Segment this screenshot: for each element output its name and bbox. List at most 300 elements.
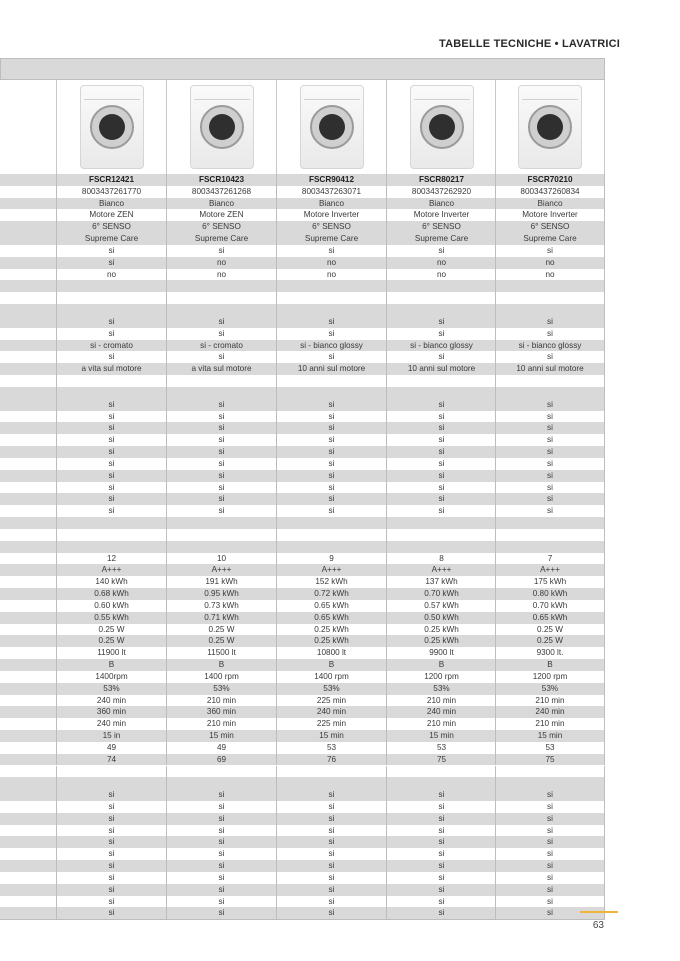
table-cell [386,766,496,778]
table-cell: si [166,848,276,860]
table-cell: si [56,825,166,837]
table-cell: 53% [276,683,386,695]
table-cell: si [56,789,166,801]
table-cell: si [166,872,276,884]
table-cell [56,292,166,304]
table-cell: 0.95 kWh [166,588,276,600]
table-cell: 53% [56,683,166,695]
table-cell: si [386,245,496,257]
table-row [0,363,605,375]
table-cell: 0.25 kWh [386,635,496,647]
row-label-cell [0,434,56,446]
table-cell [56,304,166,316]
table-cell [386,375,496,387]
table-cell: si [495,896,605,908]
row-label-cell [0,198,56,210]
table-cell: si [166,446,276,458]
table-cell: si [166,411,276,423]
table-row [0,493,605,505]
table-cell: 175 kWh [495,576,605,588]
row-label-cell [0,848,56,860]
row-label-cell [0,588,56,600]
row-label-cell [0,257,56,269]
table-cell: 1400rpm [56,671,166,683]
table-cell: si [166,482,276,494]
table-cell: 0.25 kWh [276,624,386,636]
table-cell: 360 min [56,706,166,718]
table-cell: si [56,458,166,470]
table-cell [495,292,605,304]
table-cell: si [495,825,605,837]
table-cell [276,280,386,292]
table-cell: 140 kWh [56,576,166,588]
table-row [0,754,605,766]
table-cell: si [276,813,386,825]
table-cell: no [166,269,276,281]
table-cell: si [495,907,605,919]
table-cell: 10800 lt [276,647,386,659]
table-cell: 12 [56,553,166,565]
table-cell: si [276,896,386,908]
table-cell: Motore Inverter [495,209,605,221]
table-cell: no [276,269,386,281]
table-cell: 210 min [495,718,605,730]
table-cell: si [386,328,496,340]
row-label-cell [0,482,56,494]
table-row [0,907,605,919]
row-label-cell [0,789,56,801]
table-cell: 11500 lt [166,647,276,659]
table-row [0,269,605,281]
table-cell: si [166,351,276,363]
row-label-cell [0,399,56,411]
table-row [0,399,605,411]
row-label-cell [0,505,56,517]
table-cell: si [495,884,605,896]
row-label-cell [0,659,56,671]
table-cell: si [166,813,276,825]
row-label-cell [0,576,56,588]
table-cell [56,766,166,778]
table-cell: si [495,351,605,363]
table-cell: si [276,434,386,446]
table-cell: si [276,789,386,801]
table-cell: si [495,434,605,446]
table-cell: si [56,896,166,908]
table-cell: si [56,848,166,860]
table-cell [276,292,386,304]
row-label-cell [0,470,56,482]
row-label-cell [0,718,56,730]
model-name-cell: FSCR70210 [495,174,605,186]
table-cell [276,529,386,541]
table-cell: si [166,458,276,470]
table-row [0,777,605,789]
table-cell: si - bianco glossy [276,340,386,352]
table-cell [386,292,496,304]
table-cell [166,529,276,541]
table-cell [495,375,605,387]
table-cell: a vita sul motore [56,363,166,375]
table-row [0,624,605,636]
table-cell: si [276,825,386,837]
table-cell [276,375,386,387]
table-cell: 15 min [386,730,496,742]
table-cell: si [386,411,496,423]
table-row [0,470,605,482]
table-cell: 7 [495,553,605,565]
table-cell: si [56,860,166,872]
table-cell: Motore Inverter [386,209,496,221]
table-cell: 0.65 kWh [276,612,386,624]
table-row [0,174,605,186]
row-label-cell [0,872,56,884]
table-cell: si [386,505,496,517]
table-cell [386,541,496,553]
table-cell: 0.65 kWh [276,600,386,612]
row-label-cell [0,860,56,872]
table-cell [166,766,276,778]
table-cell: 10 anni sul motore [386,363,496,375]
table-cell: Motore ZEN [166,209,276,221]
row-label-cell [0,825,56,837]
table-cell: si [56,505,166,517]
table-cell: si [56,493,166,505]
table-cell: 0.73 kWh [166,600,276,612]
table-cell: si [166,896,276,908]
table-cell: Supreme Care [56,233,166,245]
table-cell: si [166,434,276,446]
row-label-cell [0,896,56,908]
table-cell: si [386,801,496,813]
table-row [0,576,605,588]
table-cell: 0.25 W [56,624,166,636]
washing-machine-image [410,85,474,169]
table-cell: si [386,316,496,328]
row-label-cell [0,186,56,198]
table-cell: 1400 rpm [166,671,276,683]
row-label-cell [0,375,56,387]
table-row [0,221,605,233]
table-cell: Supreme Care [166,233,276,245]
table-cell: si [276,801,386,813]
table-cell: B [386,659,496,671]
table-cell [56,541,166,553]
table-cell: Supreme Care [276,233,386,245]
row-label-cell [0,233,56,245]
row-label-cell [0,387,56,399]
table-cell: no [495,269,605,281]
table-cell: si [276,411,386,423]
table-cell: si [386,482,496,494]
table-row [0,789,605,801]
table-cell: a vita sul motore [166,363,276,375]
table-cell: B [166,659,276,671]
table-row [0,695,605,707]
table-cell: si [276,470,386,482]
row-label-cell [0,411,56,423]
row-label-cell [0,493,56,505]
table-cell: 69 [166,754,276,766]
table-cell: 8003437261268 [166,186,276,198]
row-label-cell [0,624,56,636]
table-cell: si [386,825,496,837]
table-row [0,766,605,778]
table-cell: si [56,316,166,328]
table-cell: si [495,801,605,813]
table-cell: 6° SENSO [166,221,276,233]
model-name-cell: FSCR90412 [276,174,386,186]
table-row [0,683,605,695]
table-cell: si [276,316,386,328]
table-cell: Bianco [56,198,166,210]
table-cell [166,292,276,304]
table-cell: 191 kWh [166,576,276,588]
table-cell: 6° SENSO [56,221,166,233]
table-cell: no [166,257,276,269]
table-cell: 6° SENSO [276,221,386,233]
table-cell: Supreme Care [495,233,605,245]
table-row [0,482,605,494]
table-cell: B [495,659,605,671]
table-cell: B [56,659,166,671]
table-cell [166,777,276,789]
table-cell [495,777,605,789]
table-cell: si - cromato [56,340,166,352]
table-row [0,340,605,352]
table-cell: 210 min [166,718,276,730]
table-cell: si [166,493,276,505]
table-cell: 1200 rpm [386,671,496,683]
table-cell: Bianco [166,198,276,210]
product-image-cell [276,80,386,174]
table-cell: A+++ [166,564,276,576]
table-cell: si [276,458,386,470]
table-cell: si [56,422,166,434]
table-cell: si [495,505,605,517]
table-row [0,825,605,837]
table-row [0,600,605,612]
table-row [0,280,605,292]
table-cell: 10 anni sul motore [495,363,605,375]
table-cell: 74 [56,754,166,766]
page-header-title: TABELLE TECNICHE • LAVATRICI [439,38,620,50]
table-cell [166,375,276,387]
table-cell: si [166,399,276,411]
table-cell: B [276,659,386,671]
table-row [0,387,605,399]
table-cell [56,777,166,789]
table-cell: si [276,848,386,860]
table-cell: 53% [495,683,605,695]
table-row [0,541,605,553]
table-cell: si [276,245,386,257]
table-cell [276,777,386,789]
table-row [0,517,605,529]
washing-machine-image [300,85,364,169]
table-cell: si - cromato [166,340,276,352]
table-cell: si [276,328,386,340]
row-label-cell [0,671,56,683]
table-cell: A+++ [276,564,386,576]
table-cell: 0.55 kWh [56,612,166,624]
row-label-cell [0,351,56,363]
table-cell: si [276,493,386,505]
row-label-cell [0,742,56,754]
table-cell: si [56,884,166,896]
table-cell: 0.57 kWh [386,600,496,612]
table-cell: 10 [166,553,276,565]
table-cell: si [495,328,605,340]
table-cell: 15 min [495,730,605,742]
table-row [0,233,605,245]
table-cell: 10 anni sul motore [276,363,386,375]
table-row [0,813,605,825]
table-row [0,647,605,659]
table-cell [386,387,496,399]
table-cell [495,766,605,778]
row-label-cell [0,422,56,434]
table-row [0,718,605,730]
table-cell: 6° SENSO [386,221,496,233]
row-label-cell [0,813,56,825]
table-cell: si [495,458,605,470]
table-cell [386,280,496,292]
table-cell: 210 min [495,695,605,707]
table-cell: si [166,801,276,813]
table-cell [276,517,386,529]
table-cell: no [386,269,496,281]
table-cell: 0.68 kWh [56,588,166,600]
table-cell: 6° SENSO [495,221,605,233]
table-cell: si [276,351,386,363]
table-cell: 0.80 kWh [495,588,605,600]
table-cell: si [56,470,166,482]
table-cell: si - bianco glossy [386,340,496,352]
table-cell: si [386,848,496,860]
table-cell: si [495,470,605,482]
table-cell: 225 min [276,695,386,707]
table-cell [276,304,386,316]
table-cell: si [56,482,166,494]
table-cell: 210 min [386,695,496,707]
table-cell: si [276,482,386,494]
row-label-cell [0,245,56,257]
table-cell [166,280,276,292]
table-cell: 75 [386,754,496,766]
row-label-cell [0,174,56,186]
row-label-cell [0,706,56,718]
table-cell: A+++ [386,564,496,576]
table-cell: si [56,257,166,269]
table-cell: si [276,422,386,434]
table-cell: si [386,872,496,884]
row-label-cell [0,647,56,659]
table-cell: 75 [495,754,605,766]
table-cell [495,280,605,292]
table-cell: si [495,411,605,423]
table-cell: 0.25 W [56,635,166,647]
row-label-cell [0,884,56,896]
product-image-cell [166,80,276,174]
table-cell: 0.70 kWh [495,600,605,612]
table-cell: si [386,836,496,848]
table-cell [56,517,166,529]
table-cell: 210 min [386,718,496,730]
model-name-cell: FSCR10423 [166,174,276,186]
table-cell [56,375,166,387]
table-cell: Motore Inverter [276,209,386,221]
table-cell: 210 min [166,695,276,707]
table-cell: si [56,328,166,340]
table-cell [386,529,496,541]
table-cell [56,387,166,399]
table-row [0,209,605,221]
table-cell: 9900 lt [386,647,496,659]
row-label-cell [0,209,56,221]
table-cell: 0.71 kWh [166,612,276,624]
table-cell: 0.25 kWh [386,624,496,636]
table-row [0,671,605,683]
table-cell: si [386,434,496,446]
table-cell: si [56,872,166,884]
table-cell [276,766,386,778]
table-row [0,328,605,340]
table-row [0,529,605,541]
table-cell [495,517,605,529]
table-cell [56,529,166,541]
table-cell: si [495,789,605,801]
table-cell: 8 [386,553,496,565]
table-cell: 8003437260834 [495,186,605,198]
model-name-cell: FSCR12421 [56,174,166,186]
table-cell: 53% [386,683,496,695]
table-cell: si [386,493,496,505]
washing-machine-image [80,85,144,169]
product-image-row [0,80,605,174]
table-cell [276,541,386,553]
table-cell [495,304,605,316]
row-label-cell [0,446,56,458]
table-cell: si [386,884,496,896]
table-row [0,186,605,198]
row-label-cell [0,363,56,375]
table-cell: 240 min [386,706,496,718]
table-cell: si [495,399,605,411]
table-cell: 15 min [166,730,276,742]
table-cell: si [495,316,605,328]
row-label-cell [0,517,56,529]
table-cell: 240 min [56,695,166,707]
table-cell: si [495,245,605,257]
table-row [0,872,605,884]
table-cell: 0.25 W [166,635,276,647]
table-row [0,884,605,896]
table-row [0,706,605,718]
table-cell [495,529,605,541]
table-row [0,505,605,517]
row-label-cell [0,600,56,612]
table-cell: si [56,801,166,813]
table-cell [495,387,605,399]
table-row [0,458,605,470]
product-image-cell [495,80,605,174]
table-row [0,422,605,434]
model-name-cell: FSCR80217 [386,174,496,186]
row-label-cell [0,766,56,778]
table-row [0,411,605,423]
row-label-cell [0,458,56,470]
